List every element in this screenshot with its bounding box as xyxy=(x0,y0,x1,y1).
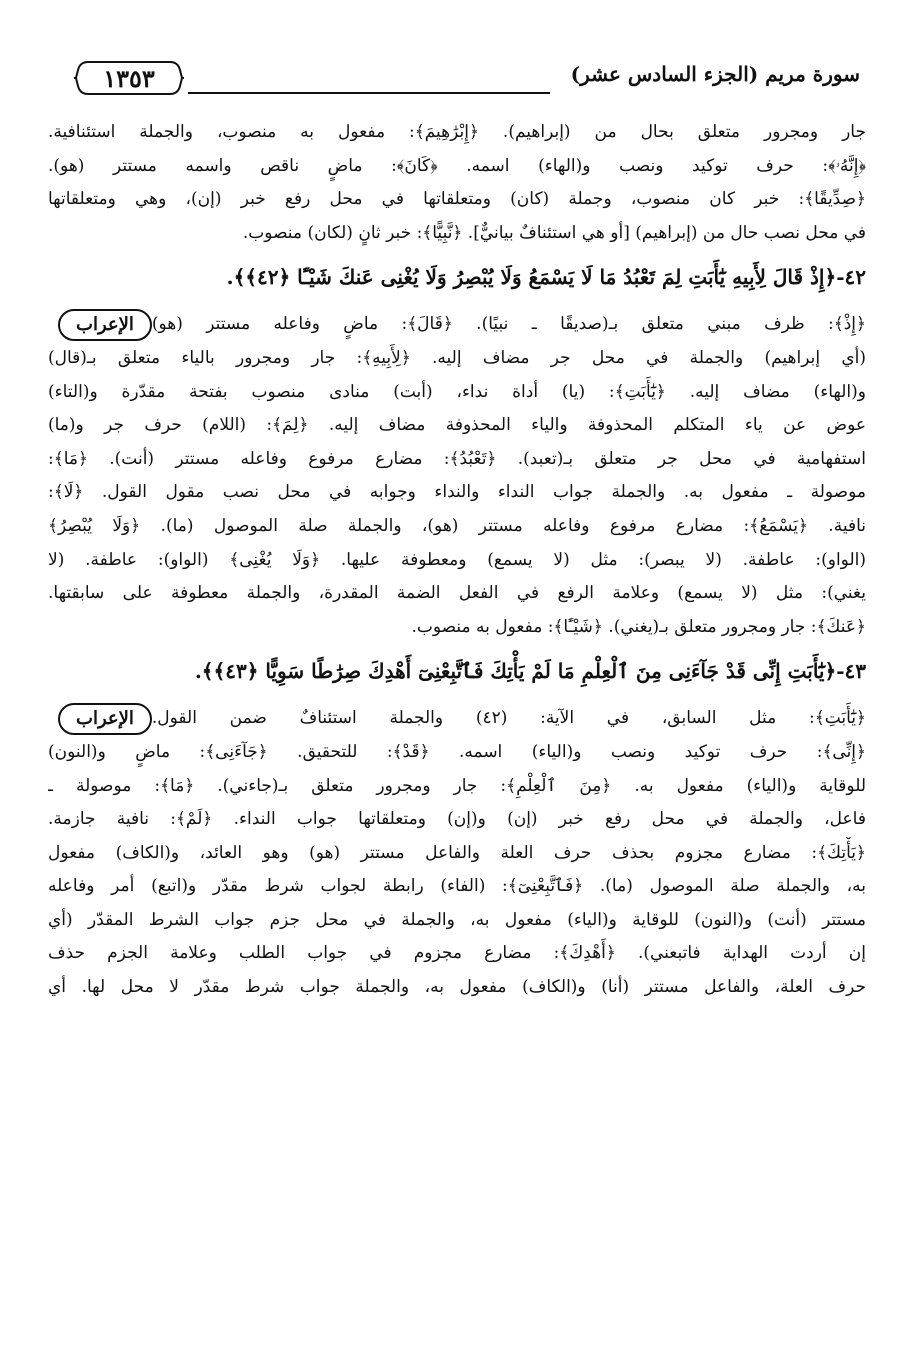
text-line: ﴿صِدِّيقًا﴾: خبر كان منصوب، وجملة (كان) ومتعلقاتها في محل رفع خبر (إن)، وهي ومتعلقاتها xyxy=(48,189,866,210)
page-number: ١٣٥٣ xyxy=(103,63,155,93)
text-line: (الواو): عاطفة. (لا يبصر): مثل (لا يسمع) ومعطوفة عليها. ﴿وَلَا يُغْنِى﴾ (الواو): عاطفة. (لا xyxy=(48,549,866,570)
text-line: فاعل، والجملة في محل رفع خبر (إن) و(إن) ومتعلقاتها جواب النداء. ﴿لَمْ﴾: نافية جازمة. xyxy=(48,809,866,830)
text-line: به، والجملة صلة الموصول (ما). ﴿فَٱتَّبِعْنِىٓ﴾: (الفاء) رابطة لجواب شرط مقدّر و(اتبع) أمر وفاعله xyxy=(48,876,866,897)
irab-heading-row xyxy=(48,308,866,342)
verse-43: ٤٣-﴿يَٰٓأَبَتِ إِنِّى قَدْ جَآءَنِى مِنَ ٱلْعِلْمِ مَا لَمْ يَأْتِكَ فَٱتَّبِعْنِىٓ أَهْدِكَ صِرَٰطًا سَوِيًّا ﴿٤٣﴾﴾. xyxy=(194,659,866,684)
irab-badge: الإعراب xyxy=(58,309,152,341)
text-line: مستتر (أنت) و(النون) للوقاية و(الياء) مفعول به، والجملة في محل جزم جواب الشرط المقدّر (أي xyxy=(48,909,866,930)
text-line: ﴿إِنِّى﴾: حرف توكيد ونصب و(الياء) اسمه. ﴿قَدْ﴾: للتحقيق. ﴿جَآءَنِى﴾: ماضٍ و(النون) xyxy=(48,741,866,762)
text-line: نافية. ﴿يَسْمَعُ﴾: مضارع مرفوع وفاعله مستتر (هو)، والجملة صلة الموصول (ما). ﴿وَلَا يُبْصِرُ﴾ xyxy=(48,515,866,536)
text-line: للوقاية و(الياء) مفعول به. ﴿مِنَ ٱلْعِلْمِ﴾: جار ومجرور متعلق بـ(جاءني). ﴿مَا﴾: موصولة ـ xyxy=(48,775,866,796)
text-line: ﴿يَأْتِكَ﴾: مضارع مجزوم بحذف حرف العلة والفاعل مستتر (هو) وهو العائد، و(الكاف) مفعول xyxy=(48,842,866,863)
text-line: حرف العلة، والفاعل مستتر (أنا) و(الكاف) مفعول به، والجملة جواب شرط مقدّر لا محل لها. أي xyxy=(48,977,866,998)
text-line: (أي إبراهيم) والجملة في محل جر مضاف إليه. ﴿لِأَبِيهِ﴾: جار ومجرور بالياء متعلق بـ(قال) xyxy=(48,347,866,368)
irab-badge: الإعراب xyxy=(58,703,152,735)
text-line: عوض عن ياء المتكلم المحذوفة والياء المحذوفة مضاف إليه. ﴿لِمَ﴾: (اللام) حرف جر و(ما) xyxy=(48,415,866,436)
text-line: ﴿إِنَّهُۥ﴾: حرف توكيد ونصب و(الهاء) اسمه. ﴿كَانَ﴾: ماضٍ ناقص واسمه مستتر (هو). xyxy=(48,155,866,176)
text-line: يغني): مثل (لا يسمع) وعلامة الرفع في الفعل الضمة المقدرة، والجملة معطوفة على سابقتها. xyxy=(48,583,866,604)
page-number-frame xyxy=(74,58,184,98)
verse-42: ٤٢-﴿إِذْ قَالَ لِأَبِيهِ يَٰٓأَبَتِ لِمَ تَعْبُدُ مَا لَا يَسْمَعُ وَلَا يُبْصِرُ وَلَا يُغْنِى عَنكَ شَيْـًٔا ﴿٤٢﴾﴾. xyxy=(226,265,866,290)
chapter-title: سورة مريم (الجزء السادس عشر) xyxy=(570,62,860,86)
text-line: في محل نصب حال من (إبراهيم) [أو هي استئنافٌ بيانيٌّ]. ﴿نَّبِيًّا﴾: خبر ثانٍ (لكان) منصوب. xyxy=(242,222,866,243)
text-line: جار ومجرور متعلق بحال من (إبراهيم). ﴿إِبْرَٰهِيمَ﴾: مفعول به منصوب، والجملة استئنافية. xyxy=(48,122,866,142)
text-line: إن أردت الهداية فاتبعني). ﴿أَهْدِكَ﴾: مضارع مجزوم في جواب الطلب وعلامة الجزم حذف xyxy=(48,943,866,964)
page-content xyxy=(48,116,866,1005)
text-line: ﴿يَٰٓأَبَتِ﴾: مثل السابق، في الآية: (٤٢) والجملة استئنافٌ ضمن القول. xyxy=(151,708,866,729)
text-line: ﴿عَنكَ﴾: جار ومجرور متعلق بـ(يغني). ﴿شَيْـًٔا﴾: مفعول به منصوب. xyxy=(411,616,866,637)
text-line: ﴿إِذْ﴾: ظرف مبني متعلق بـ(صديقًا ـ نبيًا). ﴿قَالَ﴾: ماضٍ وفاعله مستتر (هو) xyxy=(151,314,866,335)
header-rule xyxy=(188,92,550,94)
page-header xyxy=(60,56,860,100)
text-line: و(الهاء) مضاف إليه. ﴿يَٰٓأَبَتِ﴾: (يا) أداة نداء، (أبت) منادى منصوب بفتحة مقدّرة و(التاء) xyxy=(48,381,866,402)
text-line: استفهامية في محل جر متعلق بـ(تعبد). ﴿تَعْبُدُ﴾: مضارع مرفوع وفاعله مستتر (أنت). ﴿مَا﴾: xyxy=(48,448,866,469)
text-line: موصولة ـ مفعول به. والجملة جواب النداء والنداء وجوابه في محل نصب مقول القول. ﴿لَا﴾: xyxy=(48,482,866,503)
irab-heading-row xyxy=(48,702,866,736)
